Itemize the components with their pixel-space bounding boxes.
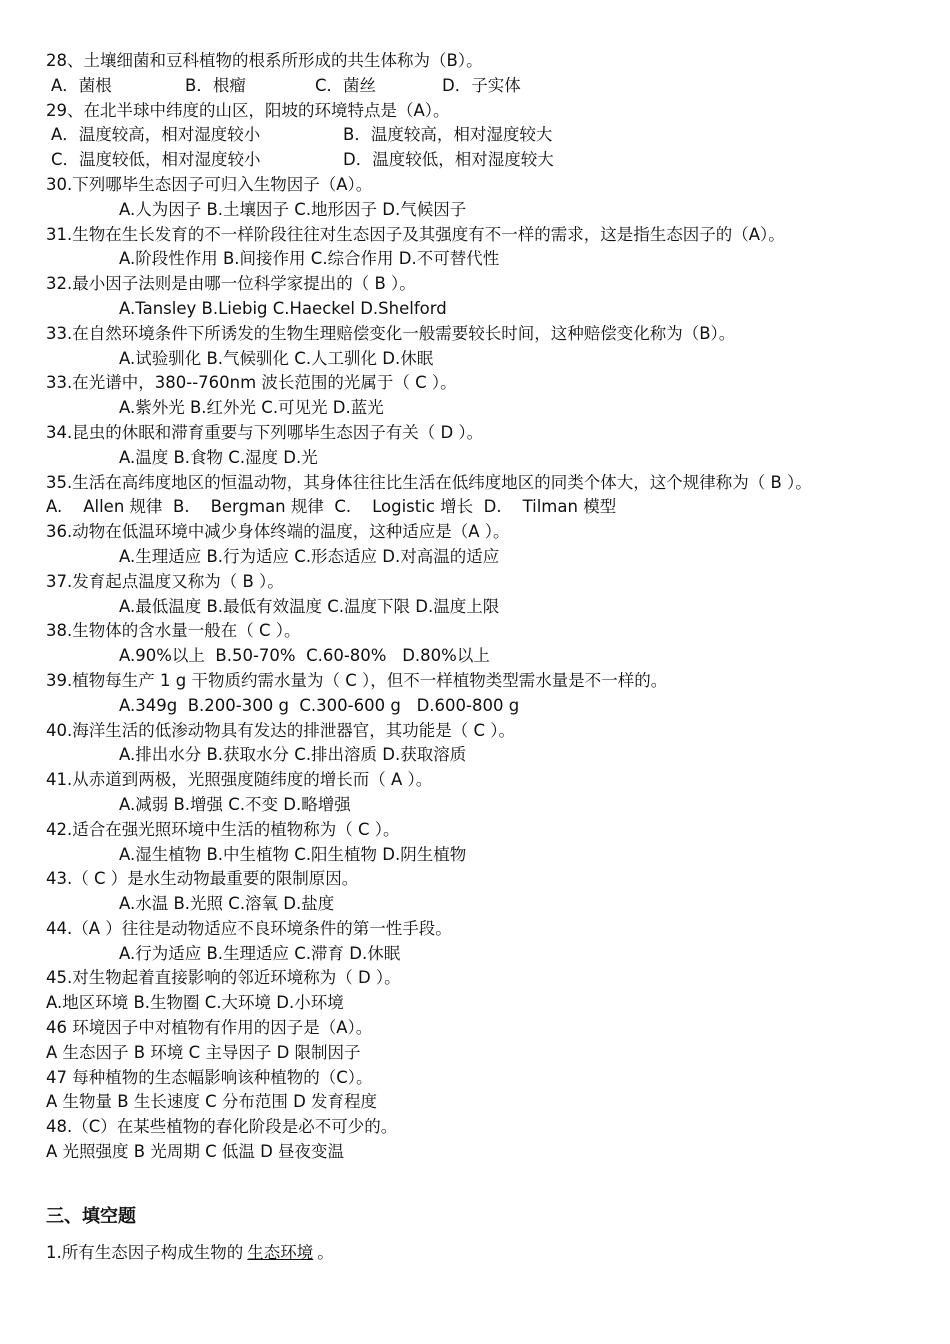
question-46-options: A 生态因子 B 环境 C 主导因子 D 限制因子 bbox=[46, 1042, 361, 1062]
question-48-options: A 光照强度 B 光周期 C 低温 D 昼夜变温 bbox=[46, 1142, 345, 1162]
question-31-options: A.阶段性作用 B.间接作用 C.综合作用 D.不可替代性 bbox=[119, 249, 500, 269]
question-36: 36.动物在低温环境中减少身体终端的温度，这种适应是（A ）。 bbox=[46, 522, 510, 542]
question-39-options: A.349g B.200-300 g C.300-600 g D.600-800 g bbox=[119, 695, 520, 715]
question-30: 30.下列哪毕生态因子可归入生物因子（A）。 bbox=[46, 174, 373, 194]
question-43: 43.（ C ）是水生动物最重要的限制原因。 bbox=[46, 869, 359, 889]
question-32: 32.最小因子法则是由哪一位科学家提出的（ B ）。 bbox=[46, 274, 416, 294]
fill-question-1 bbox=[46, 1241, 916, 1266]
question-34-options: A.温度 B.食物 C.湿度 D.光 bbox=[119, 447, 318, 467]
fill-question-1-prefix: 1.所有生态因子构成生物的 bbox=[46, 1242, 244, 1262]
question-29: 29、在北半球中纬度的山区，阳坡的环境特点是（A）。 bbox=[46, 100, 450, 120]
fill-question-1-suffix: 。 bbox=[317, 1242, 334, 1262]
fill-answer-blank: 生态环境 bbox=[247, 1242, 314, 1262]
question-47-options: A 生物量 B 生长速度 C 分布范围 D 发育程度 bbox=[46, 1092, 378, 1112]
question-33b-options: A.紫外光 B.红外光 C.可见光 D.蓝光 bbox=[119, 398, 384, 418]
question-40-options: A.排出水分 B.获取水分 C.排出溶质 D.获取溶质 bbox=[119, 745, 467, 765]
question-33b: 33.在光谱中，380--760nm 波长范围的光属于（ C ）。 bbox=[46, 373, 457, 393]
option-b: B．温度较高，相对湿度较大 bbox=[343, 125, 553, 145]
question-46: 46 环境因子中对植物有作用的因子是（A）。 bbox=[46, 1018, 373, 1038]
question-30-options: A.人为因子 B.土壤因子 C.地形因子 D.气候因子 bbox=[119, 199, 467, 219]
question-39: 39.植物每生产 1 g 干物质约需水量为（ C ），但不一样植物类型需水量是不一样的。 bbox=[46, 670, 668, 690]
option-b: B．根瘤 bbox=[185, 75, 246, 95]
question-31: 31.生物在生长发育的不一样阶段往往对生态因子及其强度有不一样的需求，这是指生态因子的（A）。 bbox=[46, 224, 785, 244]
question-33a-options: A.试验驯化 B.气候驯化 C.人工驯化 D.休眠 bbox=[119, 348, 434, 368]
question-34: 34.昆虫的休眠和滞育重要与下列哪毕生态因子有关（ D ）。 bbox=[46, 422, 484, 442]
question-45-options: A.地区环境 B.生物圈 C.大环境 D.小环境 bbox=[46, 993, 344, 1013]
question-41-options: A.减弱 B.增强 C.不变 D.略增强 bbox=[119, 794, 351, 814]
question-35-options: A. Allen 规律 B. Bergman 规律 C. Logistic 增长 D. Tilman 模型 bbox=[46, 497, 617, 517]
question-38: 38.生物体的含水量一般在（ C ）。 bbox=[46, 621, 301, 641]
question-37: 37.发育起点温度又称为（ B ）。 bbox=[46, 571, 284, 591]
question-41: 41.从赤道到两极，光照强度随纬度的增长而（ A ）。 bbox=[46, 770, 433, 790]
question-42-options: A.湿生植物 B.中生植物 C.阳生植物 D.阴生植物 bbox=[119, 844, 467, 864]
question-28-options bbox=[46, 74, 916, 99]
question-38-options: A.90%以上 B.50-70% C.60-80% D.80%以上 bbox=[119, 646, 490, 666]
question-48: 48.（C）在某些植物的春化阶段是必不可少的。 bbox=[46, 1117, 398, 1137]
question-32-options: A.Tansley B.Liebig C.Haeckel D.Shelford bbox=[119, 298, 447, 318]
question-42: 42.适合在强光照环境中生活的植物称为（ C ）。 bbox=[46, 819, 400, 839]
question-44-options: A.行为适应 B.生理适应 C.滞育 D.休眠 bbox=[119, 943, 401, 963]
option-c: C．菌丝 bbox=[315, 75, 377, 95]
question-43-options: A.水温 B.光照 C.溶氧 D.盐度 bbox=[119, 894, 335, 914]
question-29-options-row1 bbox=[46, 123, 916, 148]
question-44: 44.（A ）往往是动物适应不良环境条件的第一性手段。 bbox=[46, 918, 452, 938]
question-33a: 33.在自然环境条件下所诱发的生物生理赔偿变化一般需要较长时间，这种赔偿变化称为（B）。 bbox=[46, 323, 736, 343]
question-37-options: A.最低温度 B.最低有效温度 C.温度下限 D.温度上限 bbox=[119, 596, 500, 616]
question-40: 40.海洋生活的低渗动物具有发达的排泄器官，其功能是（ C ）。 bbox=[46, 720, 516, 740]
option-c: C．温度较低，相对湿度较小 bbox=[51, 150, 261, 170]
question-29-options-row2 bbox=[46, 148, 916, 173]
option-a: A．温度较高，相对湿度较小 bbox=[51, 125, 261, 145]
option-d: D．温度较低，相对湿度较大 bbox=[343, 150, 554, 170]
option-a: A．菌根 bbox=[51, 75, 112, 95]
option-d: D．子实体 bbox=[442, 75, 521, 95]
section-heading-fill-in: 三、填空题 bbox=[46, 1205, 136, 1227]
question-45: 45.对生物起着直接影响的邻近环境称为（ D ）。 bbox=[46, 968, 401, 988]
document-page bbox=[46, 49, 916, 1266]
question-47: 47 每种植物的生态幅影响该种植物的（C）。 bbox=[46, 1067, 373, 1087]
question-36-options: A.生理适应 B.行为适应 C.形态适应 D.对高温的适应 bbox=[119, 546, 500, 566]
question-35: 35.生活在高纬度地区的恒温动物，其身体往往比生活在低纬度地区的同类个体大，这个规律称为（ B ）。 bbox=[46, 472, 812, 492]
question-28: 28、土壤细菌和豆科植物的根系所形成的共生体称为（B）。 bbox=[46, 51, 483, 70]
